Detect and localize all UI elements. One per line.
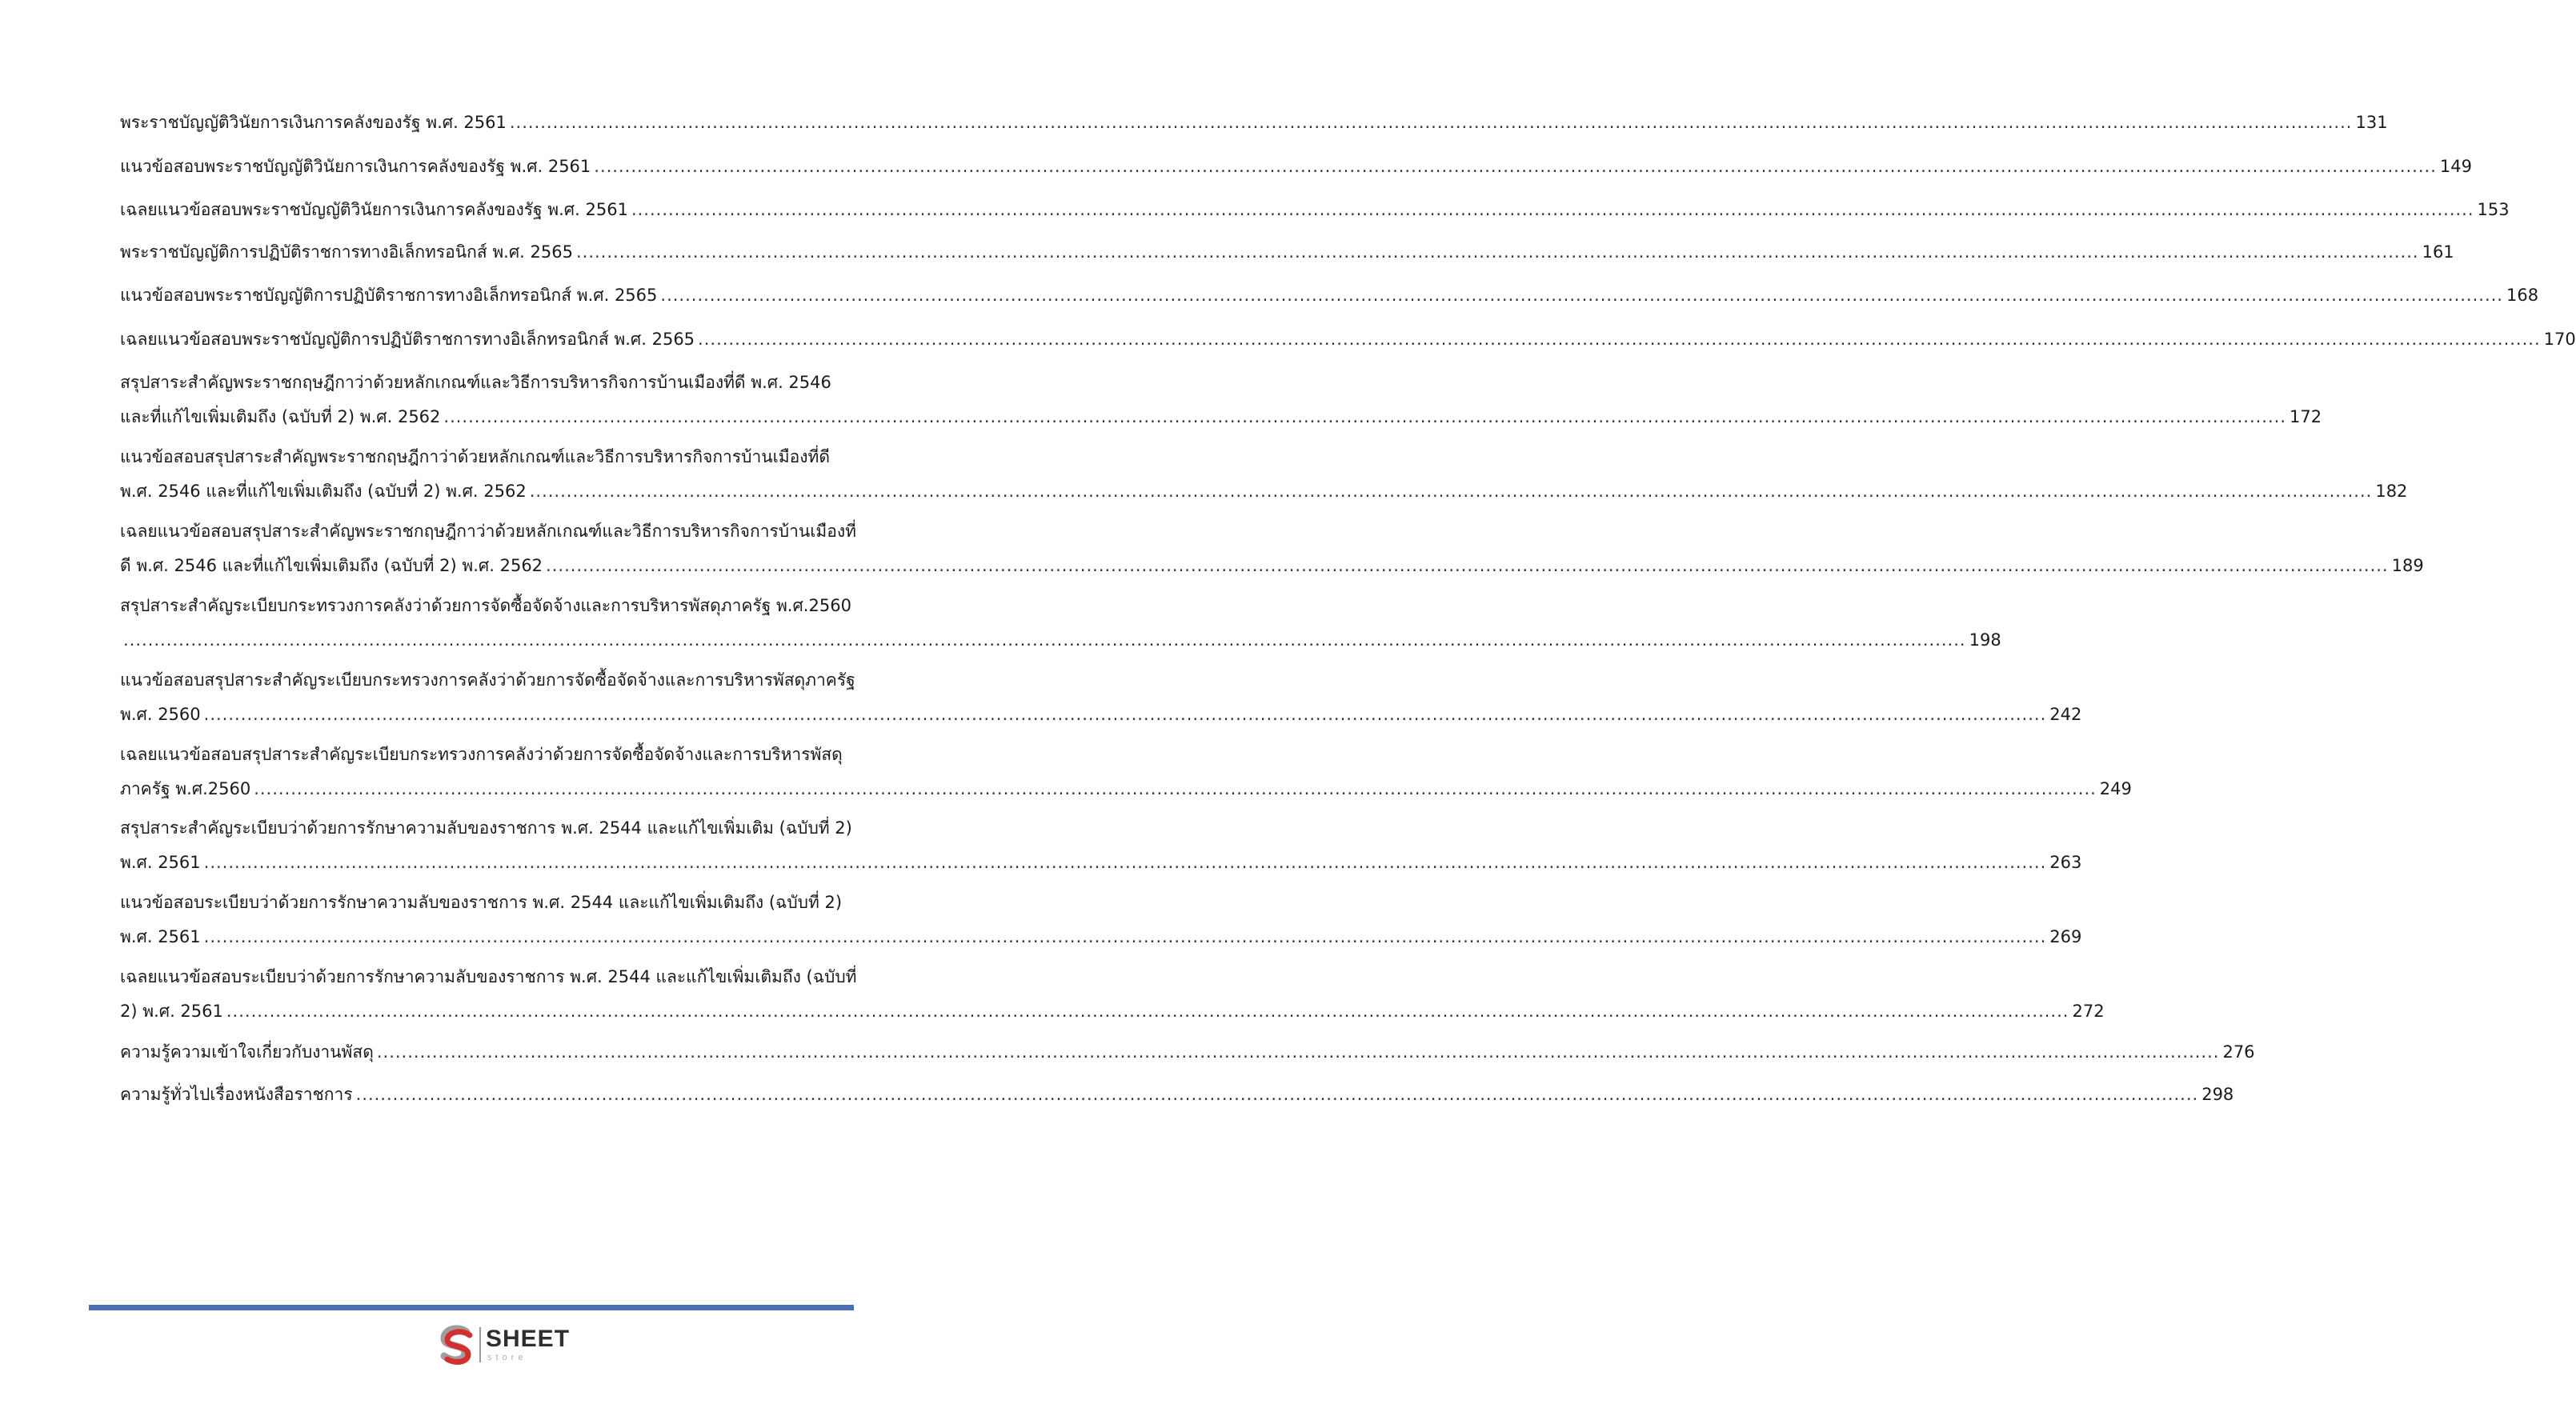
toc-page-number: 198	[1969, 630, 2001, 650]
toc-entry-title: พ.ศ. 2560	[120, 705, 201, 724]
logo-separator	[479, 1327, 481, 1362]
toc-entry-title: พ.ศ. 2546 และที่แก้ไขเพิ่มเติมถึง (ฉบับที่ 2) พ.ศ. 2562	[120, 482, 527, 501]
toc-leader-dots	[226, 1001, 2069, 1022]
toc-entry-title: ความรู้ทั่วไปเรื่องหนังสือราชการ	[120, 1085, 353, 1104]
toc-entry-title: แนวข้อสอบพระราชบัญญัติการปฏิบัติราชการทางอิเล็กทรอนิกส์ พ.ศ. 2565	[120, 286, 658, 305]
toc-entry-title-line1: แนวข้อสอบสรุปสาระสำคัญระเบียบกระทรวงการคลังว่าด้วยการจัดซื้อจัดจ้างและการบริหารพัสดุภาครัฐ	[120, 670, 855, 690]
footer-rule	[89, 1305, 854, 1310]
toc-entry-title: เฉลยแนวข้อสอบพระราชบัญญัติวินัยการเงินการคลังของรัฐ พ.ศ. 2561	[120, 200, 628, 219]
toc-entry-title-line1: เฉลยแนวข้อสอบสรุปสาระสำคัญระเบียบกระทรวงการคลังว่าด้วยการจัดซื้อจัดจ้างและการบริหารพัสดุ	[120, 745, 843, 764]
toc-leader-dots	[377, 1042, 2220, 1062]
toc-leader-dots	[660, 285, 2503, 306]
toc-entry[interactable]	[120, 966, 2105, 1022]
toc-leader-dots	[576, 242, 2419, 262]
toc-entry-title: เฉลยแนวข้อสอบพระราชบัญญัติการปฏิบัติราชการทางอิเล็กทรอนิกส์ พ.ศ. 2565	[120, 330, 695, 349]
toc-entry-title-line1: สรุปสาระสำคัญระเบียบว่าด้วยการรักษาความลับของราชการ พ.ศ. 2544 และแก้ไขเพิ่มเติม (ฉบับที่ 2)	[120, 818, 852, 838]
toc-page-number: 298	[2201, 1085, 2234, 1104]
toc-leader-dots	[204, 852, 2047, 873]
toc-entry-title: และที่แก้ไขเพิ่มเติมถึง (ฉบับที่ 2) พ.ศ. 2562	[120, 407, 441, 426]
toc-leader-dots	[123, 630, 1966, 650]
toc-page-number: 249	[2099, 779, 2132, 798]
toc-leader-dots	[594, 156, 2437, 177]
toc-page-number: 149	[2439, 157, 2472, 176]
toc-leader-dots	[546, 555, 2389, 576]
toc-entry[interactable]	[120, 329, 2576, 350]
toc-page-number: 182	[2375, 482, 2408, 501]
toc-leader-dots	[698, 329, 2541, 350]
toc-page-number: 161	[2422, 242, 2454, 262]
toc-page-number: 189	[2391, 556, 2424, 575]
toc-page-number: 276	[2222, 1042, 2255, 1062]
toc-page-number: 263	[2049, 853, 2082, 872]
toc-leader-dots	[254, 778, 2097, 799]
toc-leader-dots	[631, 199, 2474, 220]
toc-leader-dots	[204, 926, 2047, 947]
toc-page-number: 242	[2049, 705, 2082, 724]
toc-entry[interactable]	[120, 112, 2388, 133]
toc-leader-dots	[530, 481, 2373, 502]
logo-brand-text: SHEET	[486, 1326, 571, 1352]
toc-entry[interactable]	[120, 1042, 2255, 1062]
toc-leader-dots	[510, 112, 2353, 133]
toc-page-number: 269	[2049, 927, 2082, 946]
toc-page-number: 131	[2355, 113, 2388, 132]
toc-leader-dots	[443, 406, 2286, 427]
toc-entry[interactable]	[120, 744, 2132, 799]
toc-entry[interactable]	[120, 595, 2001, 650]
toc-entry-title: พระราชบัญญัติการปฏิบัติราชการทางอิเล็กทรอนิกส์ พ.ศ. 2565	[120, 242, 573, 262]
logo-sub-text: store	[487, 1353, 527, 1362]
sheet-store-logo	[435, 1324, 571, 1369]
toc-entry-title-line1: เฉลยแนวข้อสอบสรุปสาระสำคัญพระราชกฤษฎีกาว่าด้วยหลักเกณฑ์และวิธีการบริหารกิจการบ้านเมืองที่	[120, 522, 856, 541]
toc-entry-title: พระราชบัญญัติวินัยการเงินการคลังของรัฐ พ.ศ. 2561	[120, 113, 507, 132]
toc-entry[interactable]	[120, 446, 2408, 502]
toc-entry[interactable]	[120, 521, 2424, 576]
toc-entry-title: ความรู้ความเข้าใจเกี่ยวกับงานพัสดุ	[120, 1042, 374, 1062]
toc-entry[interactable]	[120, 892, 2082, 947]
toc-entry[interactable]	[120, 670, 2082, 725]
toc-entry-title: ภาครัฐ พ.ศ.2560	[120, 779, 251, 798]
toc-entry-title-line1: สรุปสาระสำคัญพระราชกฤษฎีกาว่าด้วยหลักเกณฑ์และวิธีการบริหารกิจการบ้านเมืองที่ดี พ.ศ. 2546	[120, 373, 831, 392]
toc-page-number: 153	[2477, 200, 2510, 219]
toc-entry-title: แนวข้อสอบพระราชบัญญัติวินัยการเงินการคลังของรัฐ พ.ศ. 2561	[120, 157, 591, 176]
toc-entry[interactable]	[120, 1084, 2234, 1105]
toc-entry[interactable]	[120, 372, 2322, 427]
logo-s-icon	[435, 1324, 478, 1367]
toc-page-number: 170	[2543, 330, 2576, 349]
toc-entry-title-line1: สรุปสาระสำคัญระเบียบกระทรวงการคลังว่าด้วยการจัดซื้อจัดจ้างและการบริหารพัสดุภาครัฐ พ.ศ.2560	[120, 596, 851, 615]
toc-entry-title-line1: แนวข้อสอบสรุปสาระสำคัญพระราชกฤษฎีกาว่าด้วยหลักเกณฑ์และวิธีการบริหารกิจการบ้านเมืองที่ดี	[120, 447, 830, 466]
toc-entry-title: ดี พ.ศ. 2546 และที่แก้ไขเพิ่มเติมถึง (ฉบับที่ 2) พ.ศ. 2562	[120, 556, 543, 575]
toc-page-number: 168	[2506, 286, 2539, 305]
toc-page-number: 172	[2290, 407, 2322, 426]
toc-leader-dots	[356, 1084, 2199, 1105]
toc-entry-title: พ.ศ. 2561	[120, 853, 201, 872]
toc-entry-title-line1: แนวข้อสอบระเบียบว่าด้วยการรักษาความลับของราชการ พ.ศ. 2544 และแก้ไขเพิ่มเติมถึง (ฉบับที่ 2)	[120, 893, 843, 912]
toc-entry-title: 2) พ.ศ. 2561	[120, 1002, 223, 1021]
toc-entry[interactable]	[120, 199, 2510, 220]
toc-entry[interactable]	[120, 285, 2539, 306]
toc-leader-dots	[204, 704, 2047, 725]
toc-entry-title: พ.ศ. 2561	[120, 927, 201, 946]
toc-page-number: 272	[2072, 1002, 2105, 1021]
toc-entry[interactable]	[120, 242, 2454, 262]
toc-entry-title-line1: เฉลยแนวข้อสอบระเบียบว่าด้วยการรักษาความลับของราชการ พ.ศ. 2544 และแก้ไขเพิ่มเติมถึง (ฉบับที่	[120, 967, 857, 986]
toc-entry[interactable]	[120, 156, 2472, 177]
toc-entry[interactable]	[120, 818, 2082, 873]
